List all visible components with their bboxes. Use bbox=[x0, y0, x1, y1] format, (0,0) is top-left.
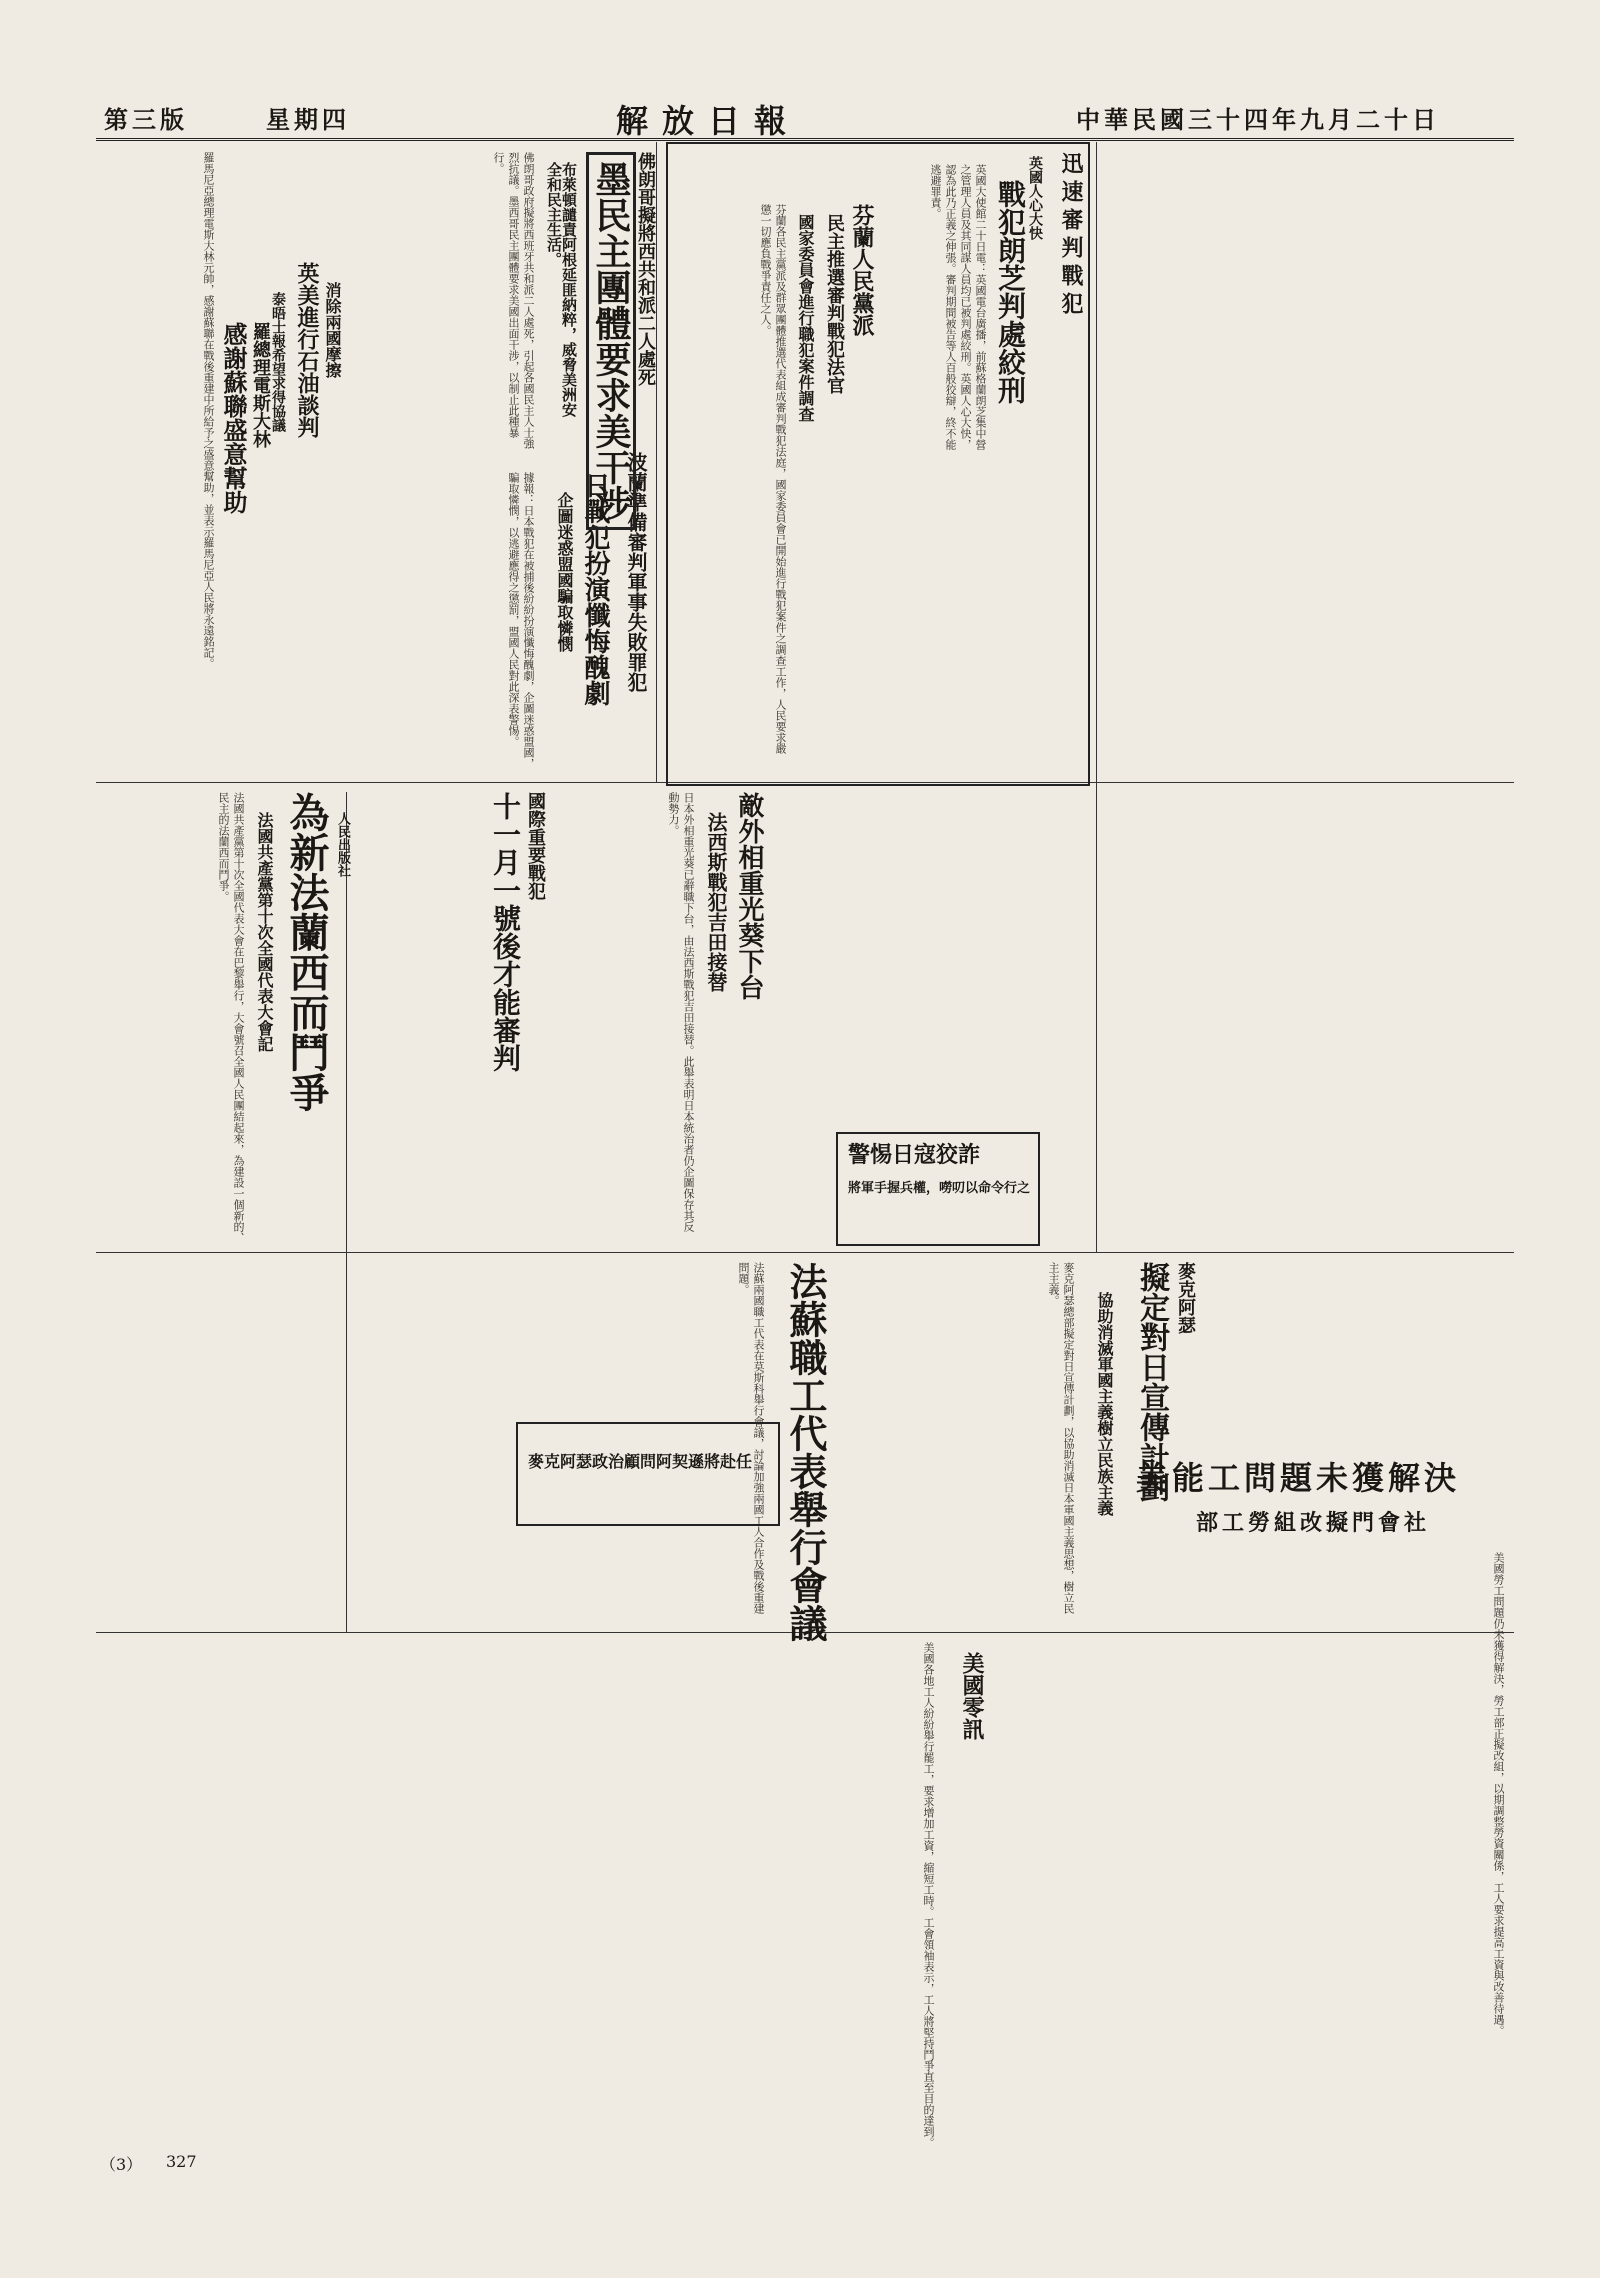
headline-stalin: 感謝蘇聯盛意幫助 bbox=[219, 322, 248, 514]
advisor-box bbox=[516, 1422, 780, 1526]
article-text: 佛朗哥政府擬將西班牙共和派二人處死，引起各國民主人士強烈抗議。墨西哥民主團體要求美國出面干涉，以制止此種暴行。 bbox=[492, 152, 535, 449]
rule bbox=[656, 142, 657, 782]
headline-japan-criminals: 日戰犯扮演懺悔醜劇 bbox=[580, 472, 610, 706]
kicker-brazil: 佛朗哥擬將西共和派二人處死 bbox=[635, 152, 656, 386]
sub-fascists: 法西斯戰犯吉田接替 bbox=[704, 812, 728, 992]
masthead bbox=[96, 92, 1514, 141]
byline-france: 人民出版社 bbox=[335, 812, 350, 877]
kicker-macarthur: 麥克阿瑟 bbox=[1175, 1262, 1196, 1334]
headline-intl: 十一月一號後才能審判 bbox=[489, 792, 522, 1072]
headline-us-labor: 美能工問題未獲解決 bbox=[1136, 1459, 1461, 1497]
sub-france: 法國共產黨第十次全國代表大會記 bbox=[255, 812, 274, 1052]
article-text: 芬蘭各民主黨派及群眾團體推選代表組成審判戰犯法庭，國家委員會已開始進行戰犯案件之調查工作，人民要求嚴懲一切應負戰爭責任之人。 bbox=[759, 204, 787, 754]
kicker-stalin: 羅總理電斯大林 bbox=[250, 322, 271, 448]
japan-warning-box bbox=[836, 1132, 1040, 1246]
sub-oil: 消除兩國摩擦 bbox=[323, 282, 342, 378]
rule bbox=[1096, 142, 1097, 1252]
weekday: 星期四 bbox=[266, 105, 350, 134]
article-text: 美國各地工人紛紛舉行罷工，要求增加工資，縮短工時。工會領袖表示，工人將堅持鬥爭直至目的達到。 bbox=[922, 1642, 935, 2148]
rule bbox=[346, 792, 347, 1632]
headline-us-news: 美國零訊 bbox=[959, 1652, 985, 1740]
article-text: 麥克阿瑟總部擬定對日宣傳計劃，以協助消滅日本軍國主義思想，樹立民主主義。 bbox=[1047, 1262, 1075, 1614]
sub-headline: 芬蘭人民黨派 bbox=[849, 204, 875, 336]
headline-brazil: 墨民主團體要求美干涉 bbox=[586, 152, 636, 530]
article-text: 據報：日本戰犯在被捕後紛紛扮演懺悔醜劇，企圖迷惑盟國，騙取憐憫，以逃避應得之懲罰，盟國人民對此深表警惕。 bbox=[507, 472, 535, 769]
newspaper-page bbox=[96, 92, 1514, 2182]
kicker: 英國人心大快 bbox=[1027, 156, 1043, 240]
sub-headline: 民主推選審判戰犯法官 bbox=[824, 214, 845, 394]
sub-us-labor: 部工勞組改擬門會社 bbox=[1196, 1510, 1431, 1536]
paper-name: 解放日報 bbox=[616, 102, 801, 140]
article-text: 法國共產黨第十次全國代表大會在巴黎舉行，大會號召全國人民團結起來，為建設一個新的、民主的法蘭西而鬥爭。 bbox=[217, 792, 245, 1243]
issue-date: 中華民國三十四年九月二十日 bbox=[1076, 105, 1440, 134]
sub-headline: 國家委員會進行職犯案件調查 bbox=[796, 214, 815, 422]
headline-labor: 法蘇職工代表舉行會議 bbox=[783, 1262, 828, 1642]
headline-fascists: 敵外相重光葵下台 bbox=[734, 792, 764, 1000]
article-text: 日本外相重光葵已辭職下台，由法西斯戰犯吉田接替。此舉表明日本統治者仍企圖保存其反動勢力。 bbox=[667, 792, 695, 1232]
headline-macarthur: 擬定對日宣傳計劃 bbox=[1134, 1262, 1169, 1502]
subheadline-japan-criminals: 企圖迷惑盟國騙取憐憫 bbox=[555, 492, 574, 652]
sub-warning: 將軍手握兵權，嘮叨以命令行之 bbox=[848, 1181, 1031, 1196]
headline-advisor: 麥克阿瑟政治顧問阿契遜將赴任 bbox=[528, 1452, 753, 1471]
kicker-intl: 國際重要戰犯 bbox=[525, 792, 546, 900]
article-text: 英國大使館二十日電：英國電台廣播，前蘇格蘭朗芝集中營之管理人員及其同謀人員均已被判處絞刑。英國人心大快，認為此乃正義之伸張。審判期間被告等人百般狡辯，終不能逃避罪責。 bbox=[929, 164, 987, 450]
article-text: 羅馬尼亞總理電斯大林元帥，感謝蘇聯在戰後重建中所給予之盛意幫助，並表示羅馬尼亞人民將永遠銘記。 bbox=[202, 152, 215, 669]
sub-brazil: 布萊頓譴責阿根延匪納粹，威脅美洲安全和民主生活。 bbox=[545, 162, 578, 417]
section-title: 迅速審判戰犯 bbox=[1058, 152, 1084, 320]
headline-france: 為新法蘭西而鬥爭 bbox=[283, 792, 330, 1112]
sub-oil-2: 泰晤士報希望求得協議 bbox=[270, 292, 286, 432]
war-criminal-section bbox=[666, 142, 1090, 786]
page-number-footer: （3） bbox=[100, 2155, 143, 2174]
sub-macarthur: 協助消滅軍國主義樹立民族主義 bbox=[1095, 1292, 1114, 1516]
article-text: 法蘇兩國職工代表在莫斯科舉行會議，討論加強兩國工人合作及戰後重建問題。 bbox=[737, 1262, 765, 1614]
page-number: 第三版 bbox=[104, 105, 188, 134]
headline-poland: 波蘭準備審判軍事失敗罪犯 bbox=[624, 452, 648, 692]
headline-warning: 警惕日寇狡詐 bbox=[848, 1142, 981, 1168]
article-text: 美國勞工問題仍未獲得解決，勞工部正擬改組，以期調整勞資關係，工人要求提高工資與改善待遇。 bbox=[1492, 1552, 1505, 2036]
folio: 327 bbox=[166, 2152, 197, 2171]
headline: 戰犯朗芝判處絞刑 bbox=[994, 180, 1027, 404]
rule bbox=[96, 1252, 1514, 1253]
headline-oil: 英美進行石油談判 bbox=[294, 262, 320, 438]
